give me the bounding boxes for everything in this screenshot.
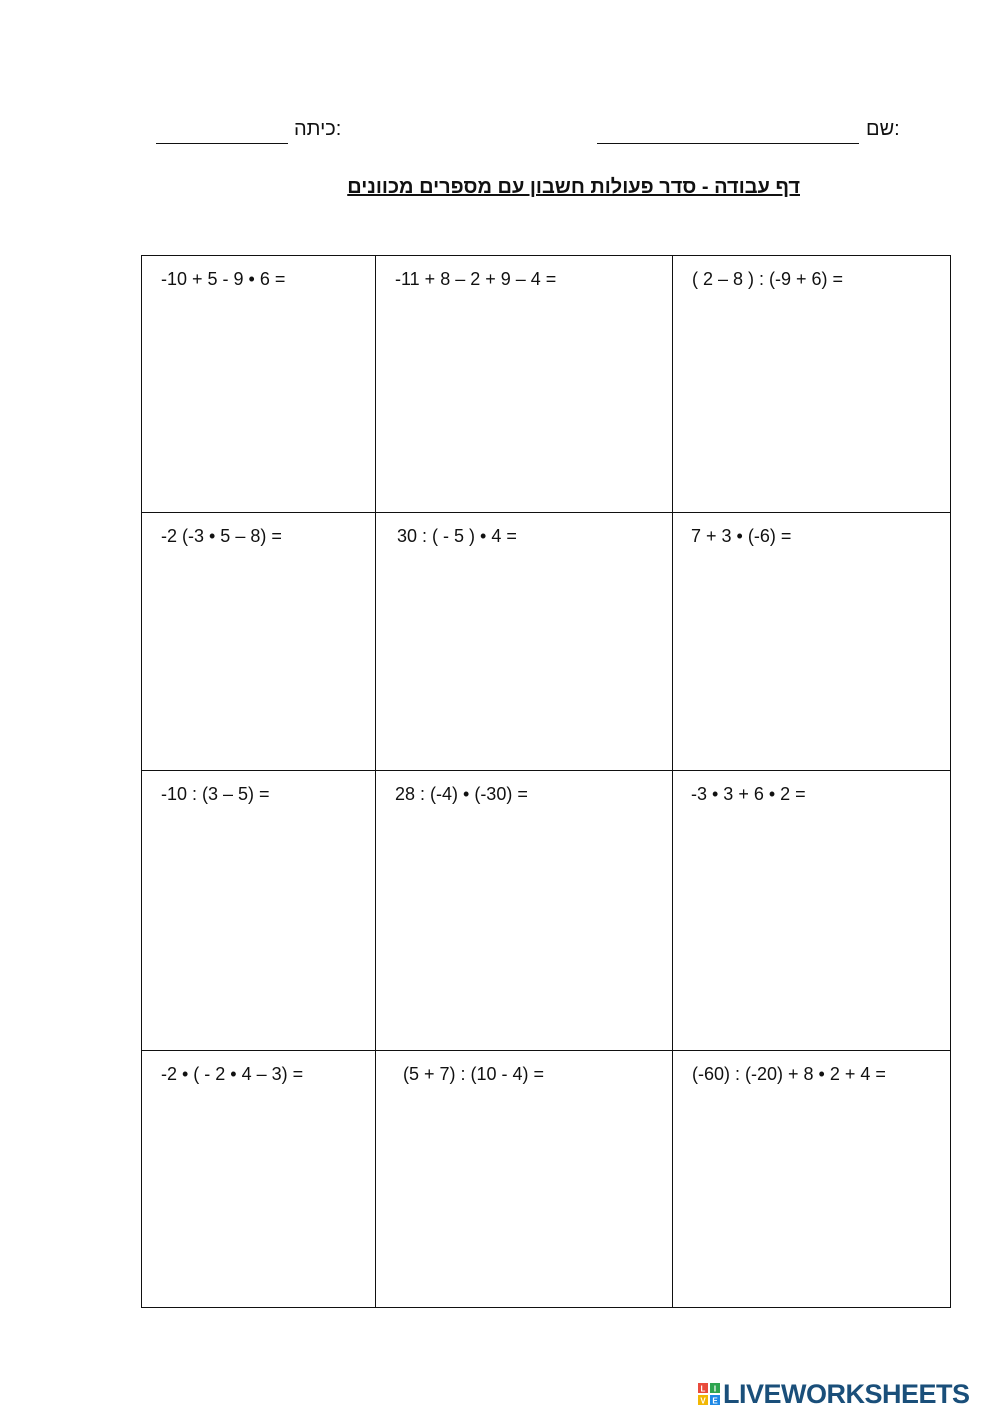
exercise-cell[interactable] xyxy=(142,771,376,1051)
exercise-expression: (-60) : (-20) + 8 • 2 + 4 = xyxy=(692,1064,886,1084)
exercise-row xyxy=(142,771,951,1051)
exercise-expression: 7 + 3 • (-6) = xyxy=(691,526,792,546)
exercise-cell[interactable] xyxy=(673,256,951,513)
svg-text:E: E xyxy=(712,1396,718,1405)
exercise-expression: -3 • 3 + 6 • 2 = xyxy=(691,784,806,804)
svg-text:I: I xyxy=(713,1384,717,1394)
exercise-expression: ( 2 – 8 ) : (-9 + 6) = xyxy=(692,269,844,289)
exercise-cell[interactable] xyxy=(376,513,673,771)
exercise-expression: -10 + 5 - 9 • 6 = xyxy=(161,269,286,289)
exercise-expression: 30 : ( - 5 ) • 4 = xyxy=(397,526,517,546)
exercise-cell[interactable] xyxy=(142,513,376,771)
exercise-expression: -2 • ( - 2 • 4 – 3) = xyxy=(161,1064,304,1084)
exercise-row xyxy=(142,513,951,771)
exercise-grid xyxy=(141,255,951,1308)
exercise-expression: -2 (-3 • 5 – 8) = xyxy=(161,526,282,546)
exercise-row xyxy=(142,1051,951,1308)
exercise-cell[interactable] xyxy=(142,1051,376,1308)
name-label: שם: xyxy=(866,118,900,140)
class-label: כיתה: xyxy=(294,118,342,140)
exercise-cell[interactable] xyxy=(673,771,951,1051)
exercise-cell[interactable] xyxy=(376,771,673,1051)
exercise-expression: -10 : (3 – 5) = xyxy=(161,784,270,804)
svg-text:L: L xyxy=(700,1384,706,1394)
exercise-expression: 28 : (-4) • (-30) = xyxy=(395,784,528,804)
exercise-cell[interactable] xyxy=(376,1051,673,1308)
logo-text: LIVEWORKSHEETS xyxy=(723,1378,970,1409)
exercise-expression: -11 + 8 – 2 + 9 – 4 = xyxy=(395,269,557,289)
exercise-cell[interactable] xyxy=(376,256,673,513)
exercise-cell[interactable] xyxy=(673,513,951,771)
name-input-line[interactable] xyxy=(597,143,859,144)
worksheet-title: דף עבודה - סדר פעולות חשבון עם מספרים מכוונים xyxy=(347,176,800,198)
liveworksheets-logo xyxy=(698,1378,970,1410)
exercise-cell[interactable] xyxy=(673,1051,951,1308)
exercise-expression: (5 + 7) : (10 - 4) = xyxy=(403,1064,545,1084)
exercise-row xyxy=(142,256,951,513)
class-input-line[interactable] xyxy=(156,143,288,144)
exercise-cell[interactable] xyxy=(142,256,376,513)
liveworksheets-logo-icon xyxy=(698,1383,720,1405)
svg-text:V: V xyxy=(700,1396,706,1405)
